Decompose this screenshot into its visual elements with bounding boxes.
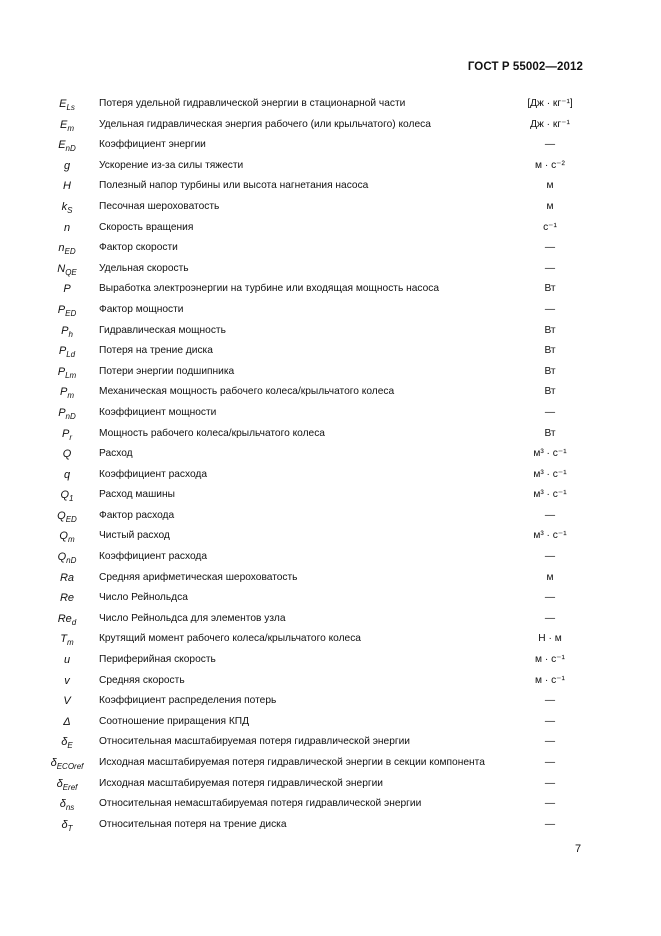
symbol-description: Исходная масштабируемая потеря гидравлической энергии в секции компонента	[99, 757, 485, 768]
symbol-row	[40, 341, 585, 362]
symbol-row	[40, 218, 585, 239]
symbol-unit: м · с⁻²	[535, 159, 565, 171]
symbol-description: Фактор мощности	[99, 303, 184, 315]
symbol-row	[40, 176, 585, 197]
symbol-row	[40, 300, 585, 321]
symbol-subscript: nD	[65, 411, 76, 421]
symbol-unit: —	[544, 262, 556, 274]
symbol-subscript: QE	[65, 267, 77, 277]
symbol-subscript: ECOref	[56, 762, 84, 771]
symbol-description: Периферийная скорость	[99, 654, 216, 666]
symbol-main: P	[57, 303, 66, 316]
symbol-row	[40, 465, 585, 486]
symbol-description: Относительная потеря на трение диска	[99, 818, 287, 830]
symbol-subscript: Lm	[65, 370, 77, 380]
symbol-description: Полезный напор турбины или высота нагнетания насоса	[99, 180, 369, 192]
symbol-description: Коэффициент распределения потерь	[99, 695, 277, 707]
symbol-description: Фактор скорости	[99, 242, 178, 254]
symbol-subscript: Ld	[66, 350, 76, 360]
symbol-row	[40, 238, 585, 259]
symbol-subscript: ED	[65, 308, 77, 318]
symbol-main: n	[58, 242, 65, 255]
symbol-unit: Н · м	[538, 633, 562, 645]
symbol-description: Исходная масштабируемая потеря гидравлической энергии	[99, 777, 383, 789]
symbol-row	[40, 485, 585, 506]
symbol-unit: Вт	[544, 345, 556, 357]
symbol-main: u	[63, 654, 71, 667]
symbol-main: Re	[59, 592, 75, 605]
symbol-subscript: m	[67, 535, 75, 545]
symbol-row	[40, 794, 585, 815]
symbol-subscript: nD	[65, 144, 76, 154]
symbol-main: δ	[61, 818, 68, 831]
symbol-row	[40, 444, 585, 465]
symbol-list	[40, 94, 585, 835]
symbol-description: Число Рейнольдса	[99, 592, 188, 604]
symbol-description: Удельная гидравлическая энергия рабочего (или крыльчатого) колеса	[99, 118, 431, 130]
symbol-main: δ	[56, 777, 63, 790]
symbol-unit: —	[544, 139, 556, 151]
symbol-main: N	[57, 262, 66, 275]
symbol-subscript: E	[67, 741, 73, 751]
symbol-row	[40, 588, 585, 609]
symbol-unit: м³ · с⁻¹	[533, 530, 567, 542]
symbol-description: Удельная скорость	[99, 262, 189, 274]
symbol-main: H	[63, 180, 71, 193]
symbol-description: Выработка электроэнергии на турбине или входящая мощность насоса	[99, 283, 440, 295]
symbol-main: P	[59, 386, 68, 399]
symbol-unit: —	[544, 406, 556, 418]
symbol-description: Расход машины	[99, 489, 175, 501]
symbol-row	[40, 732, 585, 753]
symbol-main: g	[63, 159, 71, 172]
symbol-unit: м · с⁻¹	[535, 674, 565, 686]
symbol-description: Потеря удельной гидравлической энергии в стационарной части	[99, 98, 406, 109]
symbol-description: Коэффициент мощности	[99, 406, 217, 418]
symbol-main: δ	[61, 736, 68, 749]
symbol-subscript: m	[67, 638, 74, 648]
symbol-unit: Вт	[544, 324, 556, 336]
symbol-description: Коэффициент энергии	[99, 139, 206, 151]
symbol-row	[40, 259, 585, 280]
symbol-subscript: m	[67, 391, 74, 401]
symbol-row	[40, 197, 585, 218]
symbol-main: P	[63, 283, 71, 296]
symbol-main: E	[59, 98, 67, 110]
symbol-description: Механическая мощность рабочего колеса/крыльчатого колеса	[99, 386, 395, 398]
symbol-description: Коэффициент расхода	[99, 551, 208, 563]
symbol-description: Песочная шероховатость	[99, 200, 220, 212]
symbol-main: Q	[57, 551, 67, 564]
symbol-unit: —	[544, 509, 556, 521]
symbol-main: v	[64, 674, 70, 687]
symbol-row	[40, 774, 585, 795]
symbol-unit: —	[544, 551, 556, 563]
symbol-description: Гидравлическая мощность	[99, 324, 226, 336]
symbol-unit: —	[544, 242, 556, 254]
symbol-subscript: Eref	[62, 782, 78, 792]
symbol-row	[40, 362, 585, 383]
symbol-main: E	[59, 118, 68, 131]
symbol-main: k	[61, 200, 68, 213]
symbol-main: P	[61, 427, 70, 440]
symbol-main: n	[63, 221, 71, 234]
symbol-row	[40, 547, 585, 568]
symbol-main: P	[57, 365, 66, 378]
symbol-description: Потери энергии подшипника	[99, 365, 235, 377]
symbol-description: Коэффициент расхода	[99, 468, 208, 480]
symbol-unit: —	[544, 757, 556, 768]
symbol-subscript: S	[67, 205, 73, 215]
symbol-unit: —	[544, 777, 556, 789]
symbol-subscript: d	[71, 617, 77, 627]
symbol-subscript: Ls	[66, 103, 75, 112]
symbol-unit: м³ · с⁻¹	[533, 448, 567, 460]
symbol-row	[40, 568, 585, 589]
symbol-unit: м³ · с⁻¹	[533, 468, 567, 480]
symbol-main: Q	[57, 509, 66, 522]
symbol-description: Относительная масштабируемая потеря гидравлической энергии	[99, 736, 410, 748]
symbol-unit: м³ · с⁻¹	[533, 489, 567, 501]
symbol-main: q	[63, 468, 71, 481]
symbol-unit: Вт	[544, 386, 556, 398]
symbol-unit: —	[544, 592, 556, 604]
symbol-unit: м	[546, 571, 554, 583]
symbol	[40, 815, 94, 840]
symbol-main: P	[58, 406, 66, 419]
symbol-row	[40, 135, 585, 156]
symbol-subscript: h	[68, 329, 73, 339]
symbol-main: P	[61, 324, 69, 337]
symbol-unit: Вт	[544, 365, 556, 377]
symbol-description: Соотношение приращения КПД	[99, 715, 250, 727]
symbol-main: Q	[59, 530, 68, 543]
symbol-row	[40, 609, 585, 630]
symbol-unit: —	[544, 695, 556, 707]
symbol-unit: —	[544, 818, 556, 830]
symbol-description: Средняя арифметическая шероховатость	[99, 571, 298, 583]
symbol-unit: —	[544, 715, 556, 727]
symbol-unit: м	[546, 200, 554, 212]
symbol-row	[40, 403, 585, 424]
symbol-unit: м	[546, 180, 554, 192]
symbol-row	[40, 424, 585, 445]
symbol-unit: —	[544, 612, 556, 624]
symbol-main: Q	[60, 489, 70, 502]
symbol-main: T	[60, 633, 68, 646]
symbol-description: Скорость вращения	[99, 221, 194, 233]
symbol-unit: —	[544, 303, 556, 315]
symbol-subscript: 1	[69, 494, 74, 504]
symbol-unit: Вт	[544, 427, 556, 439]
symbol-row	[40, 753, 585, 774]
symbol-description: Чистый расход	[99, 530, 170, 542]
symbol-description: Крутящий момент рабочего колеса/крыльчатого колеса	[99, 633, 361, 645]
symbol-row	[40, 629, 585, 650]
symbol-row	[40, 279, 585, 300]
symbol-description: Потеря на трение диска	[99, 345, 213, 357]
symbol-row	[40, 156, 585, 177]
symbol-description: Число Рейнольдса для элементов узла	[99, 612, 286, 624]
symbol-row	[40, 382, 585, 403]
symbol-unit: [Дж · кг⁻¹]	[527, 98, 573, 109]
symbol-unit: м · с⁻¹	[535, 654, 565, 666]
symbol-unit: —	[544, 798, 556, 810]
symbol-row	[40, 94, 585, 115]
symbol-subscript: ED	[65, 514, 77, 524]
symbol-description: Средняя скорость	[99, 674, 185, 686]
symbol-main: Δ	[63, 715, 71, 728]
symbol-row	[40, 815, 585, 836]
symbol-description: Фактор расхода	[99, 509, 175, 521]
symbol-description: Расход	[99, 448, 133, 460]
symbol-description: Мощность рабочего колеса/крыльчатого колеса	[99, 427, 325, 439]
symbol-row	[40, 650, 585, 671]
document-header: ГОСТ Р 55002—2012	[467, 61, 583, 73]
symbol-main: δ	[59, 798, 66, 811]
symbol-subscript: T	[67, 823, 73, 833]
symbol-main: P	[58, 345, 67, 358]
symbol-subscript: ns	[65, 803, 75, 813]
symbol-unit: Дж · кг⁻¹	[530, 118, 570, 130]
symbol-row	[40, 526, 585, 547]
symbol-main: E	[58, 139, 66, 152]
page-number: 7	[575, 843, 582, 855]
symbol-row	[40, 671, 585, 692]
symbol-unit: с⁻¹	[543, 221, 557, 233]
symbol-main: δ	[50, 757, 57, 769]
symbol-main: Q	[62, 448, 72, 461]
symbol-description: Ускорение из-за силы тяжести	[99, 159, 244, 171]
symbol-subscript: nD	[66, 556, 77, 566]
symbol-subscript: ED	[64, 247, 76, 257]
symbol-row	[40, 712, 585, 733]
symbol-unit: —	[544, 736, 556, 748]
symbol-subscript: r	[69, 432, 72, 442]
symbol-main: Re	[57, 612, 72, 625]
symbol-main: Ra	[59, 571, 75, 584]
symbol-row	[40, 506, 585, 527]
symbol-subscript: m	[67, 123, 74, 133]
symbol-row	[40, 321, 585, 342]
symbol-row	[40, 691, 585, 712]
symbol-row	[40, 115, 585, 136]
symbol-description: Относительная немасштабируемая потеря гидравлической энергии	[99, 798, 422, 810]
symbol-main: V	[63, 695, 71, 708]
symbol-unit: Вт	[544, 283, 556, 295]
